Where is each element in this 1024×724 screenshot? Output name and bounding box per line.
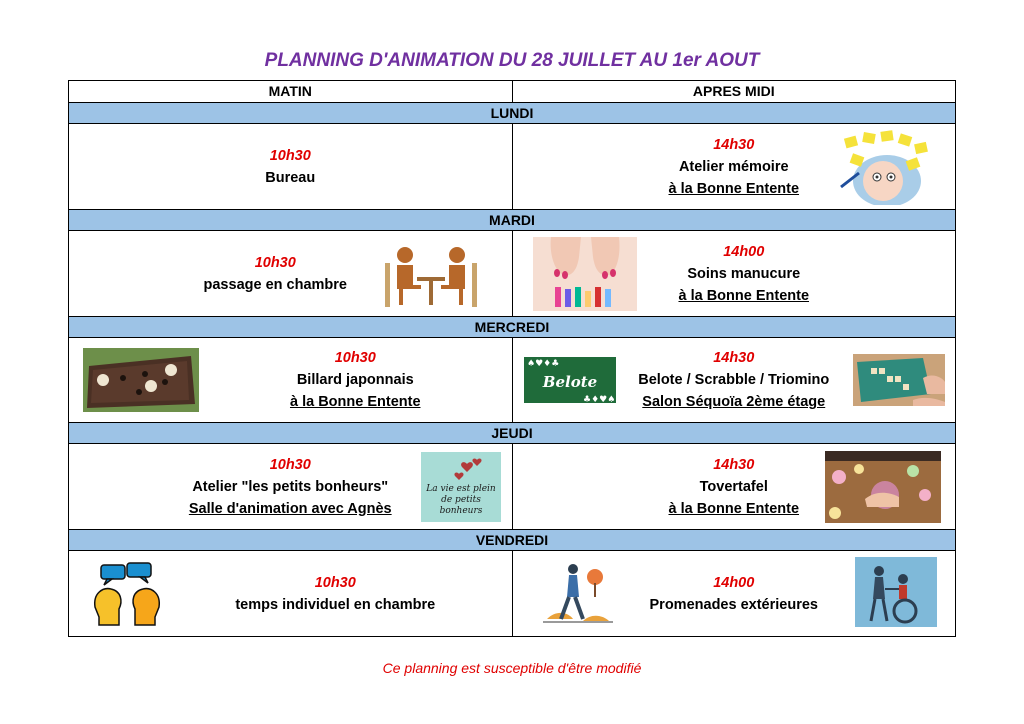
activity-label: passage en chambre: [203, 276, 347, 293]
place-label: à la Bonne Entente: [668, 500, 800, 517]
morning-cell: [69, 338, 513, 422]
time-label: 10h30: [269, 456, 311, 473]
time-label: 10h30: [269, 147, 311, 164]
belote-logo-text: Belote: [542, 373, 597, 391]
bonheurs-text: La vie est plein de petits bonheurs: [426, 484, 496, 516]
morning-cell: [69, 124, 513, 209]
schedule-table: [68, 80, 956, 637]
time-label: 10h30: [314, 574, 356, 591]
activity-label: Atelier mémoire: [678, 158, 789, 175]
belote-cards-image: [521, 354, 619, 406]
afternoon-cell: [513, 124, 956, 209]
header-afternoon: APRES MIDI: [692, 83, 775, 99]
afternoon-cell: [513, 231, 956, 316]
place-label: Salle d'animation avec Agnès: [188, 500, 392, 517]
header-morning: MATIN: [69, 81, 513, 102]
svg-text:♠♥♦♣: ♠♥♦♣: [526, 359, 559, 369]
time-label: 14h00: [713, 574, 755, 591]
afternoon-cell: [513, 551, 956, 636]
day-band-jeudi: JEUDI: [69, 423, 955, 444]
memory-workshop-image: [835, 129, 939, 205]
day-band-mercredi: MERCREDI: [69, 317, 955, 338]
time-label: 14h30: [713, 456, 755, 473]
day-band-mardi: MARDI: [69, 210, 955, 231]
place-label: Salon Séquoïa 2ème étage: [642, 394, 826, 410]
day-row-jeudi: [69, 444, 955, 530]
morning-cell: [69, 231, 513, 316]
conversation-icon: [91, 561, 163, 629]
activity-label: temps individuel en chambre: [235, 596, 436, 613]
day-row-lundi: [69, 124, 955, 210]
japanese-billiard-image: [83, 348, 199, 412]
time-label: 14h30: [713, 136, 755, 153]
activity-label: Billard japonnais: [296, 372, 414, 388]
activity-label: Atelier "les petits bonheurs": [192, 478, 389, 495]
footer-note: Ce planning est susceptible d'être modifié: [382, 660, 642, 676]
time-label: 14h30: [713, 350, 755, 366]
wheelchair-walk-image: [855, 557, 937, 627]
day-row-mercredi: [69, 338, 955, 423]
day-band-vendredi: VENDREDI: [69, 530, 955, 551]
day-row-vendredi: [69, 551, 955, 636]
activity-label: Bureau: [265, 169, 316, 186]
manicure-image: [533, 237, 637, 311]
time-label: 10h30: [254, 254, 296, 271]
place-label: à la Bonne Entente: [668, 180, 800, 197]
afternoon-cell: [513, 444, 956, 529]
place-label: à la Bonne Entente: [678, 287, 810, 304]
morning-cell: [69, 444, 513, 529]
page-title: PLANNING D'ANIMATION DU 28 JUILLET AU 1er AOUT: [264, 50, 760, 71]
activity-label: Tovertafel: [699, 478, 768, 495]
day-band-lundi: LUNDI: [69, 103, 955, 124]
activity-label: Soins manucure: [687, 265, 801, 282]
place-label: à la Bonne Entente: [289, 394, 421, 410]
time-label: 14h00: [723, 243, 765, 260]
activity-label: Belote / Scrabble / Triomino: [638, 372, 830, 388]
day-row-mardi: [69, 231, 955, 317]
afternoon-cell: [513, 338, 956, 422]
tovertafel-image: [825, 451, 941, 523]
two-people-table-image: [383, 243, 479, 307]
time-label: 10h30: [334, 350, 376, 366]
petits-bonheurs-image: [421, 452, 501, 522]
svg-text:♣♦♥♠: ♣♦♥♠: [582, 395, 615, 405]
walking-person-image: [543, 561, 613, 627]
table-header: [69, 81, 955, 103]
morning-cell: [69, 551, 513, 636]
activity-label: Promenades extérieures: [649, 596, 818, 613]
scrabble-image: [853, 354, 945, 406]
